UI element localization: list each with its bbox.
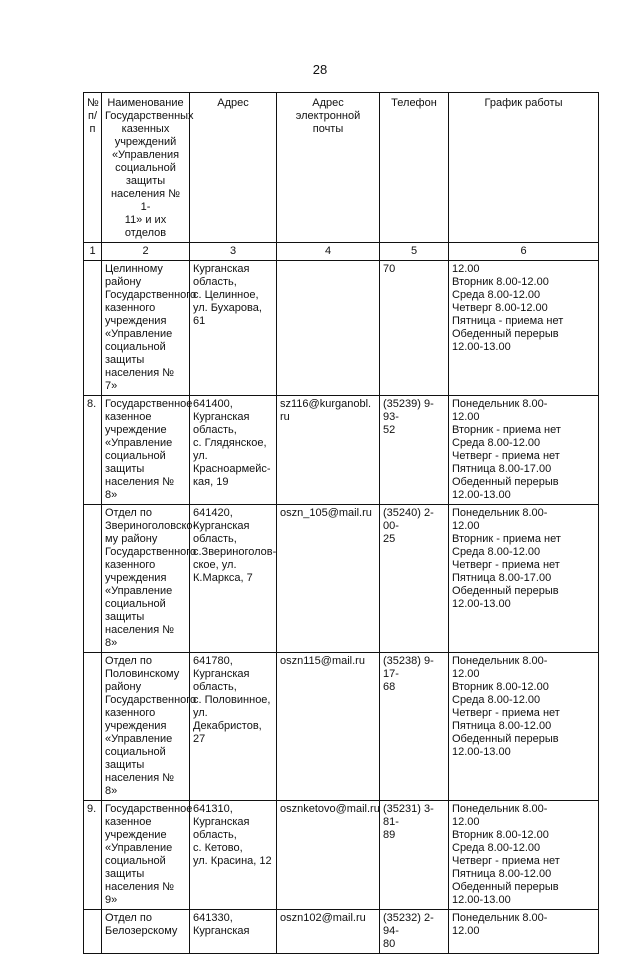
table-row [84,653,599,801]
institution-address: 641330, Курганская [190,910,277,954]
row-number [84,653,102,801]
institution-address: 641420, Курганская область, с.Звериноголов- ское, ул. К.Маркса, 7 [190,505,277,653]
institution-phone: (35238) 9-17- 68 [380,653,449,801]
institution-phone: (35232) 2-94- 80 [380,910,449,954]
table-row [84,505,599,653]
institution-address: 641780, Курганская область, с. Половинное, ул. Декабристов, 27 [190,653,277,801]
institution-schedule: Понедельник 8.00- 12.00 Вторник 8.00-12.00 Среда 8.00-12.00 Четверг - приема нет Пятница 8.00-12.00 Обеденный перерыв 12.00-13.00 [449,653,599,801]
table-row [84,261,599,396]
column-number: 4 [277,243,380,261]
column-number: 2 [102,243,190,261]
column-number: 5 [380,243,449,261]
header-name: Наименование Государственных казенных учреждений «Управления социальной защиты населения № 1- 11» и их отделов [102,93,190,243]
institution-phone: 70 [380,261,449,396]
institution-address: Курганская область, с. Целинное, ул. Бухарова, 61 [190,261,277,396]
table-row [84,910,599,954]
column-number: 1 [84,243,102,261]
row-number: 8. [84,396,102,505]
institution-name: Целинному району Государственного казенного учреждения «Управление социальной защиты населения № 7» [102,261,190,396]
header-address: Адрес [190,93,277,243]
institution-schedule: 12.00 Вторник 8.00-12.00 Среда 8.00-12.00 Четверг 8.00-12.00 Пятница - приема нет Обеденный перерыв 12.00-13.00 [449,261,599,396]
header-phone: Телефон [380,93,449,243]
institution-email: osznketovo@mail.ru [277,801,380,910]
header-email: Адрес электронной почты [277,93,380,243]
row-number [84,505,102,653]
institution-phone: (35239) 9-93- 52 [380,396,449,505]
page-number: 28 [312,62,328,77]
institution-address: 641400, Курганская область, с. Глядянское, ул. Красноармейс- кая, 19 [190,396,277,505]
institution-schedule: Понедельник 8.00- 12.00 Вторник - приема нет Среда 8.00-12.00 Четверг - приема нет Пятница 8.00-17.00 Обеденный перерыв 12.00-13.00 [449,396,599,505]
institution-email: oszn102@mail.ru [277,910,380,954]
institution-schedule: Понедельник 8.00- 12.00 Вторник 8.00-12.00 Среда 8.00-12.00 Четверг - приема нет Пятница 8.00-12.00 Обеденный перерыв 12.00-13.00 [449,801,599,910]
header-num: № п/п [84,93,102,243]
row-number: 9. [84,801,102,910]
institution-name: Отдел по Звериноголовско- му району Государственного казенного учреждения «Управление социальной защиты населения № 8» [102,505,190,653]
institution-schedule: Понедельник 8.00- 12.00 Вторник - приема нет Среда 8.00-12.00 Четверг - приема нет Пятница 8.00-17.00 Обеденный перерыв 12.00-13.00 [449,505,599,653]
institution-email [277,261,380,396]
institution-name: Государственное казенное учреждение «Управление социальной защиты населения № 8» [102,396,190,505]
institutions-table [83,92,599,954]
institution-schedule: Понедельник 8.00- 12.00 [449,910,599,954]
institution-phone: (35240) 2-00- 25 [380,505,449,653]
institution-name: Государственное казенное учреждение «Управление социальной защиты населения № 9» [102,801,190,910]
institution-email: oszn115@mail.ru [277,653,380,801]
header-schedule: График работы [449,93,599,243]
column-number: 3 [190,243,277,261]
institution-name: Отдел по Половинскому району Государственного казенного учреждения «Управление социальной защиты населения № 8» [102,653,190,801]
table-row [84,801,599,910]
row-number [84,910,102,954]
table-row [84,396,599,505]
institution-name: Отдел по Белозерскому [102,910,190,954]
institution-address: 641310, Курганская область, с. Кетово, ул. Красина, 12 [190,801,277,910]
row-number [84,261,102,396]
institution-phone: (35231) 3-81- 89 [380,801,449,910]
header-row [84,93,599,243]
institution-email: oszn_105@mail.ru [277,505,380,653]
column-number: 6 [449,243,599,261]
column-number-row [84,243,599,261]
institution-email: sz116@kurganobl. ru [277,396,380,505]
